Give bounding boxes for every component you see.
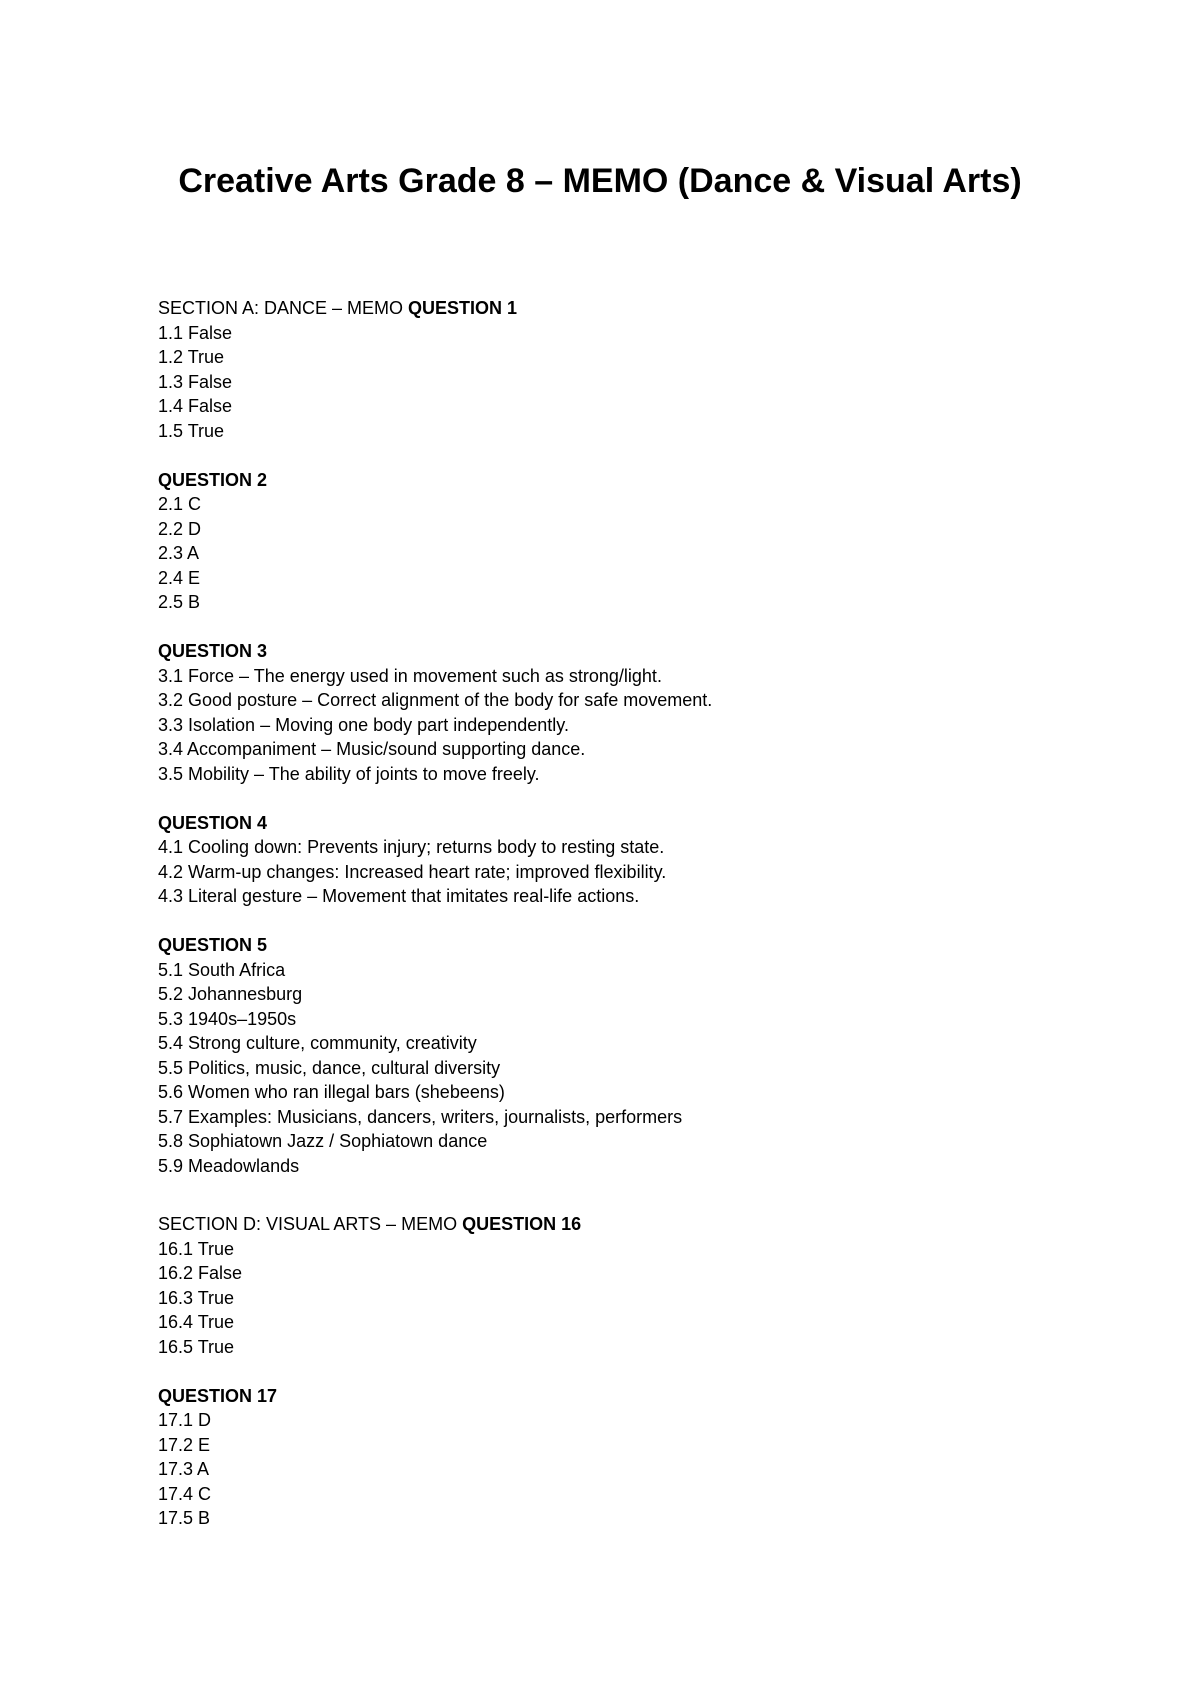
answer-3-1: 3.1 Force – The energy used in movement such as strong/light. bbox=[158, 665, 662, 686]
spacer bbox=[158, 443, 1058, 468]
answer-17-3: 17.3 A bbox=[158, 1459, 210, 1479]
question-1-heading: QUESTION 1 bbox=[408, 298, 518, 318]
spacer bbox=[158, 1178, 1058, 1212]
question-5-heading: QUESTION 5 bbox=[158, 935, 268, 955]
answer-2-3: 2.3 A bbox=[158, 543, 200, 563]
document-title: Creative Arts Grade 8 – MEMO (Dance & Visual Arts) bbox=[178, 162, 1022, 200]
answer-17-5: 17.5 B bbox=[158, 1508, 211, 1528]
answer-16-3: 16.3 True bbox=[158, 1287, 235, 1308]
answer-5-4: 5.4 Strong culture, community, creativity bbox=[158, 1033, 477, 1053]
answer-5-9: 5.9 Meadowlands bbox=[158, 1155, 300, 1176]
answer-2-5: 2.5 B bbox=[158, 592, 201, 612]
answer-5-5: 5.5 Politics, music, dance, cultural diversity bbox=[158, 1057, 501, 1078]
spacer bbox=[158, 909, 1058, 934]
answer-2-1: 2.1 C bbox=[158, 494, 202, 514]
spacer bbox=[158, 615, 1058, 640]
answer-1-1: 1.1 False bbox=[158, 322, 233, 343]
section-d-label: SECTION D: VISUAL ARTS – MEMO bbox=[158, 1214, 463, 1234]
section-d-heading bbox=[158, 1212, 1058, 1237]
answer-3-2: 3.2 Good posture – Correct alignment of the body for safe movement. bbox=[158, 690, 713, 710]
answer-5-8: 5.8 Sophiatown Jazz / Sophiatown dance bbox=[158, 1131, 488, 1151]
answer-2-2: 2.2 D bbox=[158, 518, 202, 539]
answer-1-5: 1.5 True bbox=[158, 420, 225, 441]
memo-content bbox=[158, 296, 1058, 1531]
answer-5-3: 5.3 1940s–1950s bbox=[158, 1008, 297, 1029]
answer-16-5: 16.5 True bbox=[158, 1336, 235, 1357]
answer-4-2: 4.2 Warm-up changes: Increased heart rate; improved flexibility. bbox=[158, 861, 667, 882]
answer-16-1: 16.1 True bbox=[158, 1238, 235, 1259]
answer-5-2: 5.2 Johannesburg bbox=[158, 984, 303, 1004]
answer-1-2: 1.2 True bbox=[158, 347, 225, 367]
answer-5-1: 5.1 South Africa bbox=[158, 959, 286, 980]
answer-17-4: 17.4 C bbox=[158, 1483, 212, 1504]
answer-4-1: 4.1 Cooling down: Prevents injury; returns body to resting state. bbox=[158, 837, 665, 857]
question-17-heading: QUESTION 17 bbox=[158, 1385, 278, 1406]
answer-3-5: 3.5 Mobility – The ability of joints to move freely. bbox=[158, 763, 540, 784]
answer-16-4: 16.4 True bbox=[158, 1312, 235, 1332]
question-3-heading: QUESTION 3 bbox=[158, 641, 268, 661]
section-a-heading bbox=[158, 296, 1058, 321]
section-a-label: SECTION A: DANCE – MEMO bbox=[158, 298, 409, 318]
question-2-heading: QUESTION 2 bbox=[158, 469, 268, 490]
answer-17-2: 17.2 E bbox=[158, 1434, 211, 1455]
answer-16-2: 16.2 False bbox=[158, 1263, 243, 1283]
spacer bbox=[158, 1359, 1058, 1384]
question-4-heading: QUESTION 4 bbox=[158, 812, 268, 833]
spacer bbox=[158, 786, 1058, 811]
answer-17-1: 17.1 D bbox=[158, 1410, 212, 1430]
answer-4-3: 4.3 Literal gesture – Movement that imitates real-life actions. bbox=[158, 886, 640, 906]
answer-1-3: 1.3 False bbox=[158, 371, 233, 392]
answer-5-7: 5.7 Examples: Musicians, dancers, writers, journalists, performers bbox=[158, 1106, 683, 1127]
answer-3-4: 3.4 Accompaniment – Music/sound supporting dance. bbox=[158, 739, 586, 759]
answer-3-3: 3.3 Isolation – Moving one body part independently. bbox=[158, 714, 569, 735]
answer-2-4: 2.4 E bbox=[158, 567, 201, 588]
answer-1-4: 1.4 False bbox=[158, 396, 233, 416]
answer-5-6: 5.6 Women who ran illegal bars (shebeens) bbox=[158, 1082, 505, 1102]
question-16-heading: QUESTION 16 bbox=[462, 1214, 582, 1234]
